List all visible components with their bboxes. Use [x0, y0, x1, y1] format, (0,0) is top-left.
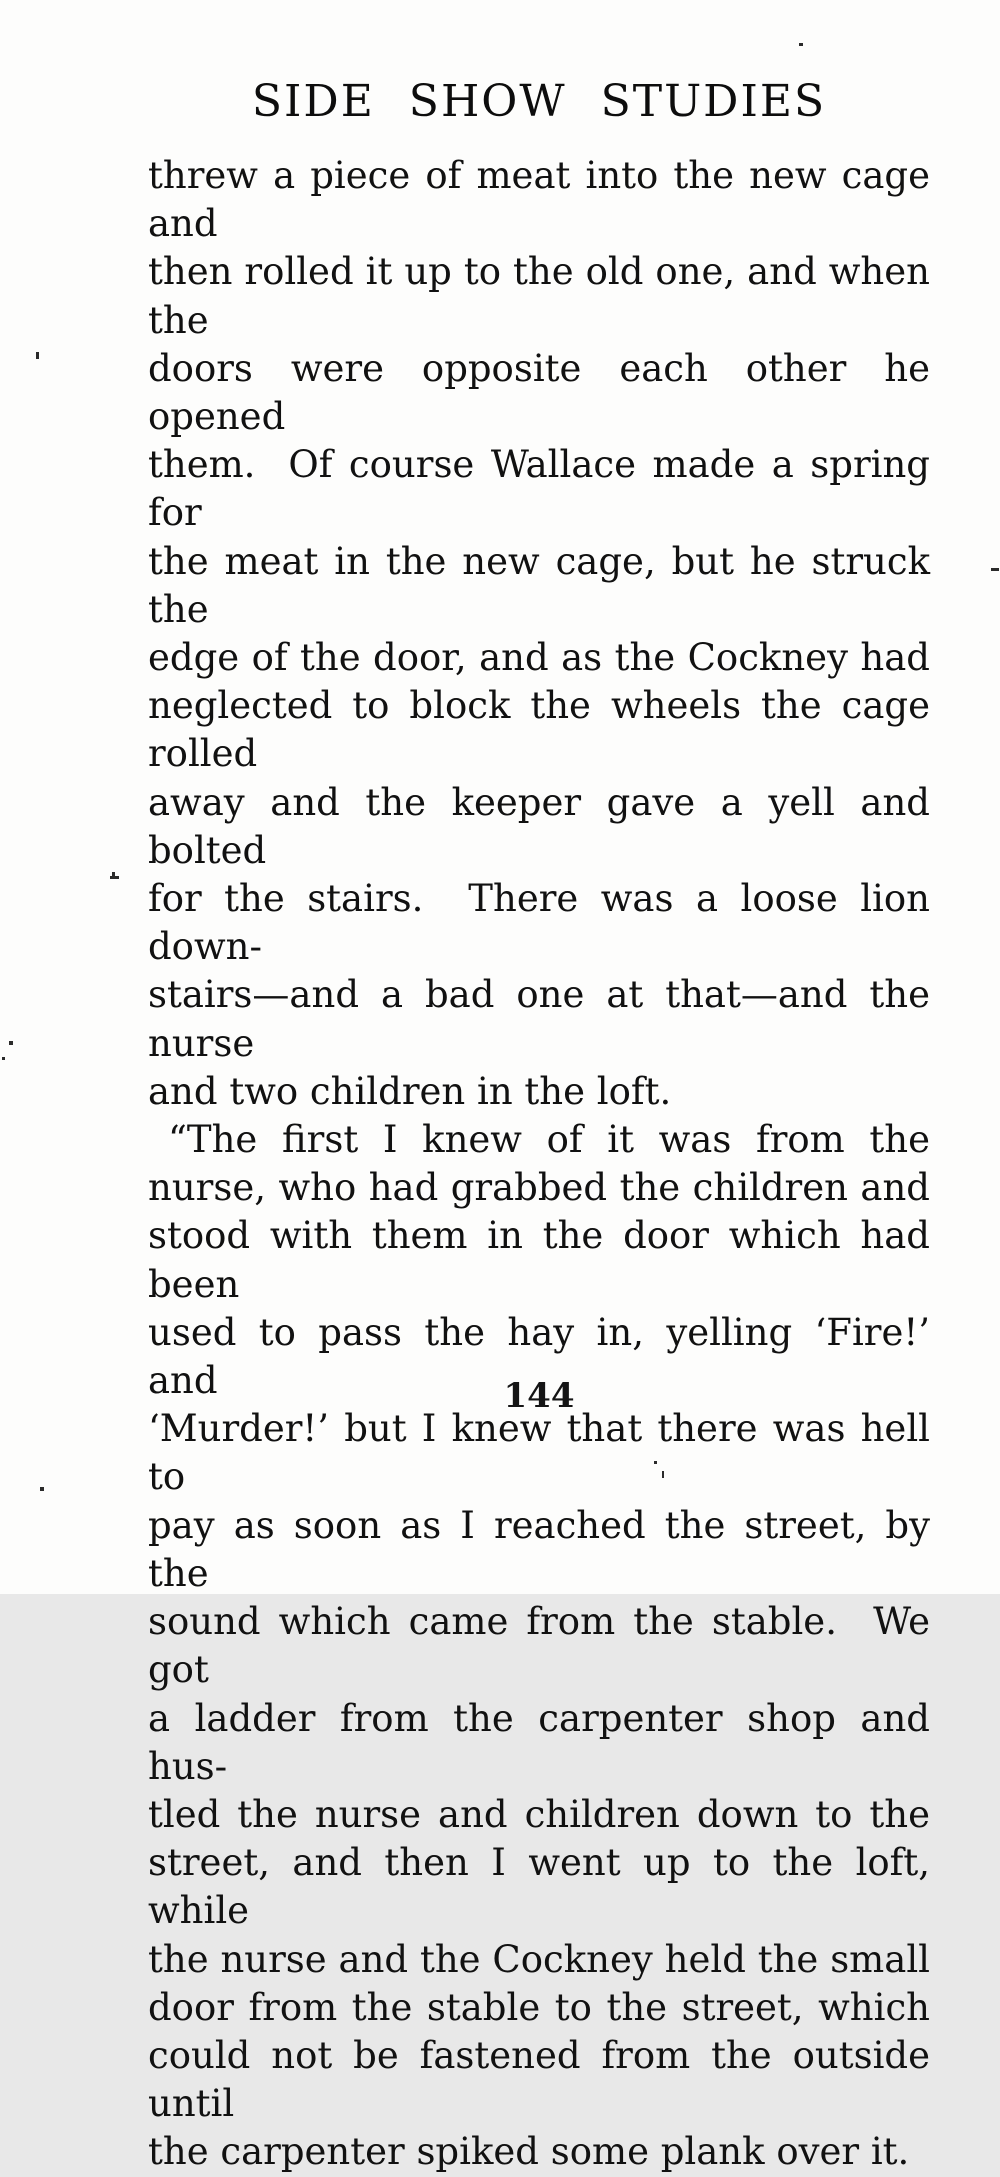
scan-speck — [36, 352, 39, 359]
page-number: 144 — [503, 1376, 575, 1416]
scan-speck — [991, 568, 999, 571]
text-line: stood with them in the door which had been — [148, 1214, 930, 1306]
text-line: pay as soon as I reached the street, by the — [148, 1503, 930, 1595]
text-line: then rolled it up to the old one, and when the — [148, 250, 930, 342]
text-line: nurse, who had grabbed the children and — [148, 1166, 930, 1210]
text-line: stairs—and a bad one at that—and the nurse — [148, 973, 930, 1065]
text-line: and two children in the loft. — [148, 1069, 672, 1113]
text-line: used to pass the hay in, yelling ‘Fire!’ and — [148, 1310, 930, 1403]
text-line: neglected to block the wheels the cage rolled — [148, 684, 930, 776]
text-line: threw a piece of meat into the new cage and — [148, 154, 930, 246]
running-head: SIDE SHOW STUDIES — [251, 76, 827, 127]
scan-speck — [799, 43, 803, 46]
text-line: away and the keeper gave a yell and bolted — [148, 780, 930, 872]
text-line: tled the nurse and children down to the — [148, 1792, 930, 1836]
text-line: edge of the door, and as the Cockney had — [148, 636, 930, 680]
text-line: the meat in the new cage, but he struck the — [148, 539, 930, 631]
text-line: them. Of course Wallace made a spring for — [148, 443, 930, 535]
text-line: ‘Murder!’ but I knew that there was hell to — [148, 1407, 930, 1499]
text-line: sound which came from the stable. We got — [148, 1600, 930, 1692]
scan-speck — [112, 872, 115, 876]
scan-speck — [654, 1461, 657, 1464]
text-line: doors were opposite each other he opened — [148, 346, 930, 439]
text-line: the nurse and the Cockney held the small — [148, 1937, 930, 1981]
text-line: “The first I knew of it was from the — [168, 1118, 930, 1162]
scan-speck — [9, 1041, 13, 1045]
scan-speck — [110, 876, 119, 879]
text-line: door from the stable to the street, which — [148, 1985, 930, 2029]
text-line: for the stairs. There was a loose lion down- — [148, 877, 930, 969]
text-line: a ladder from the carpenter shop and hus- — [148, 1696, 930, 1788]
scan-speck — [40, 1487, 44, 1491]
text-line: the carpenter spiked some plank over it. — [148, 2130, 910, 2174]
text-line: street, and then I went up to the loft, while — [148, 1841, 930, 1933]
text-line: could not be fastened from the outside until — [148, 2033, 930, 2126]
scan-speck — [662, 1471, 664, 1478]
scan-speck — [2, 1057, 5, 1060]
text-column — [148, 152, 930, 2177]
